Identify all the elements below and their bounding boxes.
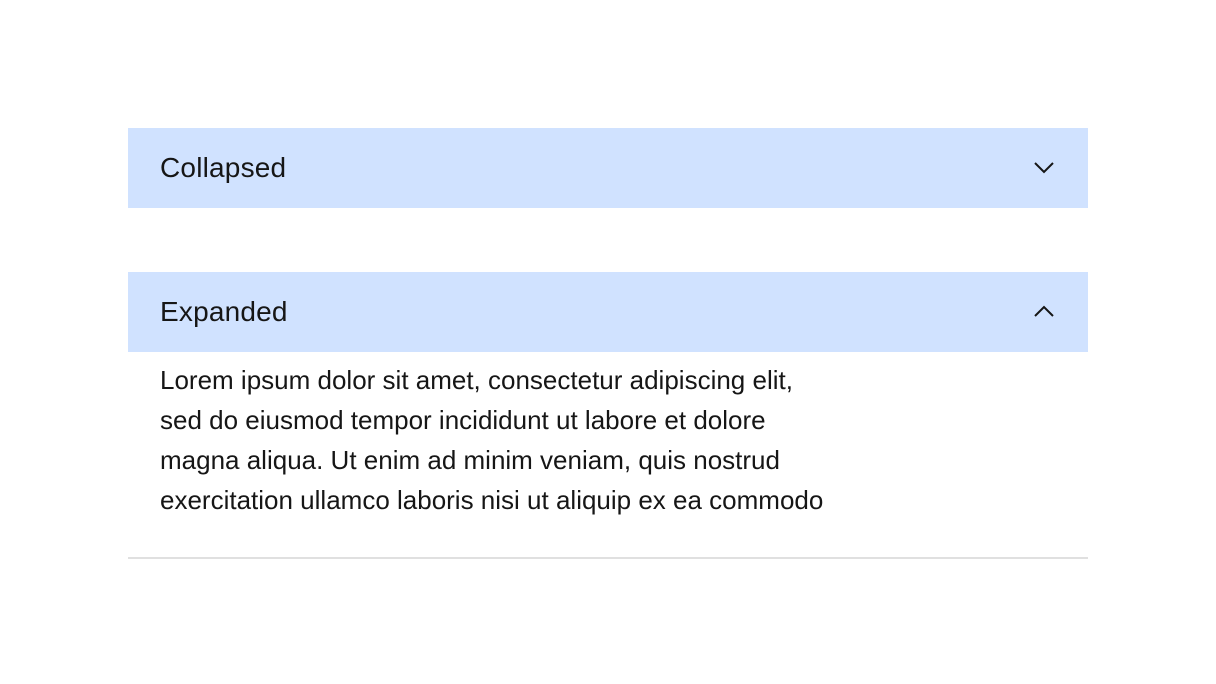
content-line: sed do eiusmod tempor incididunt ut labore et dolore [160, 405, 766, 435]
content-line: Lorem ipsum dolor sit amet, consectetur adipiscing elit, [160, 365, 793, 395]
accordion-collapsed [128, 128, 1088, 208]
accordion-expanded [128, 272, 1088, 559]
accordion-header-collapsed[interactable] [128, 128, 1088, 208]
content-line: magna aliqua. Ut enim ad minim veniam, quis nostrud [160, 445, 780, 475]
accordion-header-expanded[interactable] [128, 272, 1088, 352]
chevron-up-icon[interactable] [1032, 300, 1056, 324]
chevron-down-icon[interactable] [1032, 156, 1056, 180]
accordion-content [128, 352, 1088, 559]
content-line: exercitation ullamco laboris nisi ut aliquip ex ea commodo [160, 485, 824, 515]
accordion-title: Expanded [160, 296, 288, 327]
accordion-title: Collapsed [160, 152, 287, 183]
